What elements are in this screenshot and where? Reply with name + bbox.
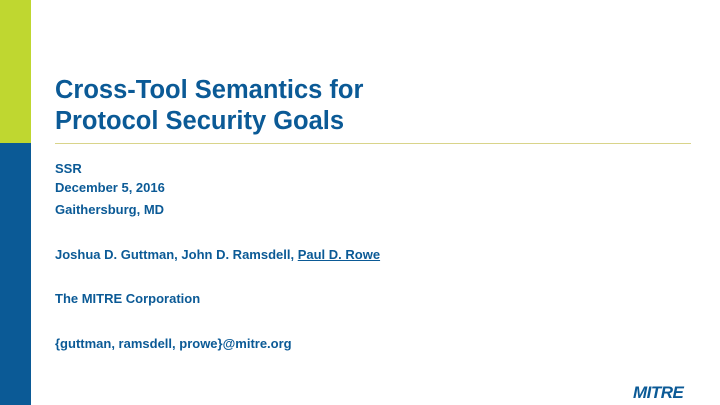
location: Gaithersburg, MD [55,202,165,217]
emails: {guttman, ramsdell, prowe}@mitre.org [55,336,292,351]
authors [55,247,380,263]
slide-title-line-2: Protocol Security Goals [55,107,345,135]
date: December 5, 2016 [55,180,165,195]
accent-bar-blue [0,143,31,405]
venue: SSR [55,161,82,176]
mitre-logo: MITRE [633,383,684,402]
authors-list: Joshua D. Guttman, John D. Ramsdell, [55,247,295,262]
presenting-author: Paul D. Rowe [297,247,381,262]
slide-title-line-1: Cross-Tool Semantics for [55,76,364,104]
slide-title [55,75,655,137]
title-divider [55,143,691,144]
organization: The MITRE Corporation [55,291,201,306]
accent-bar-green [0,0,31,143]
